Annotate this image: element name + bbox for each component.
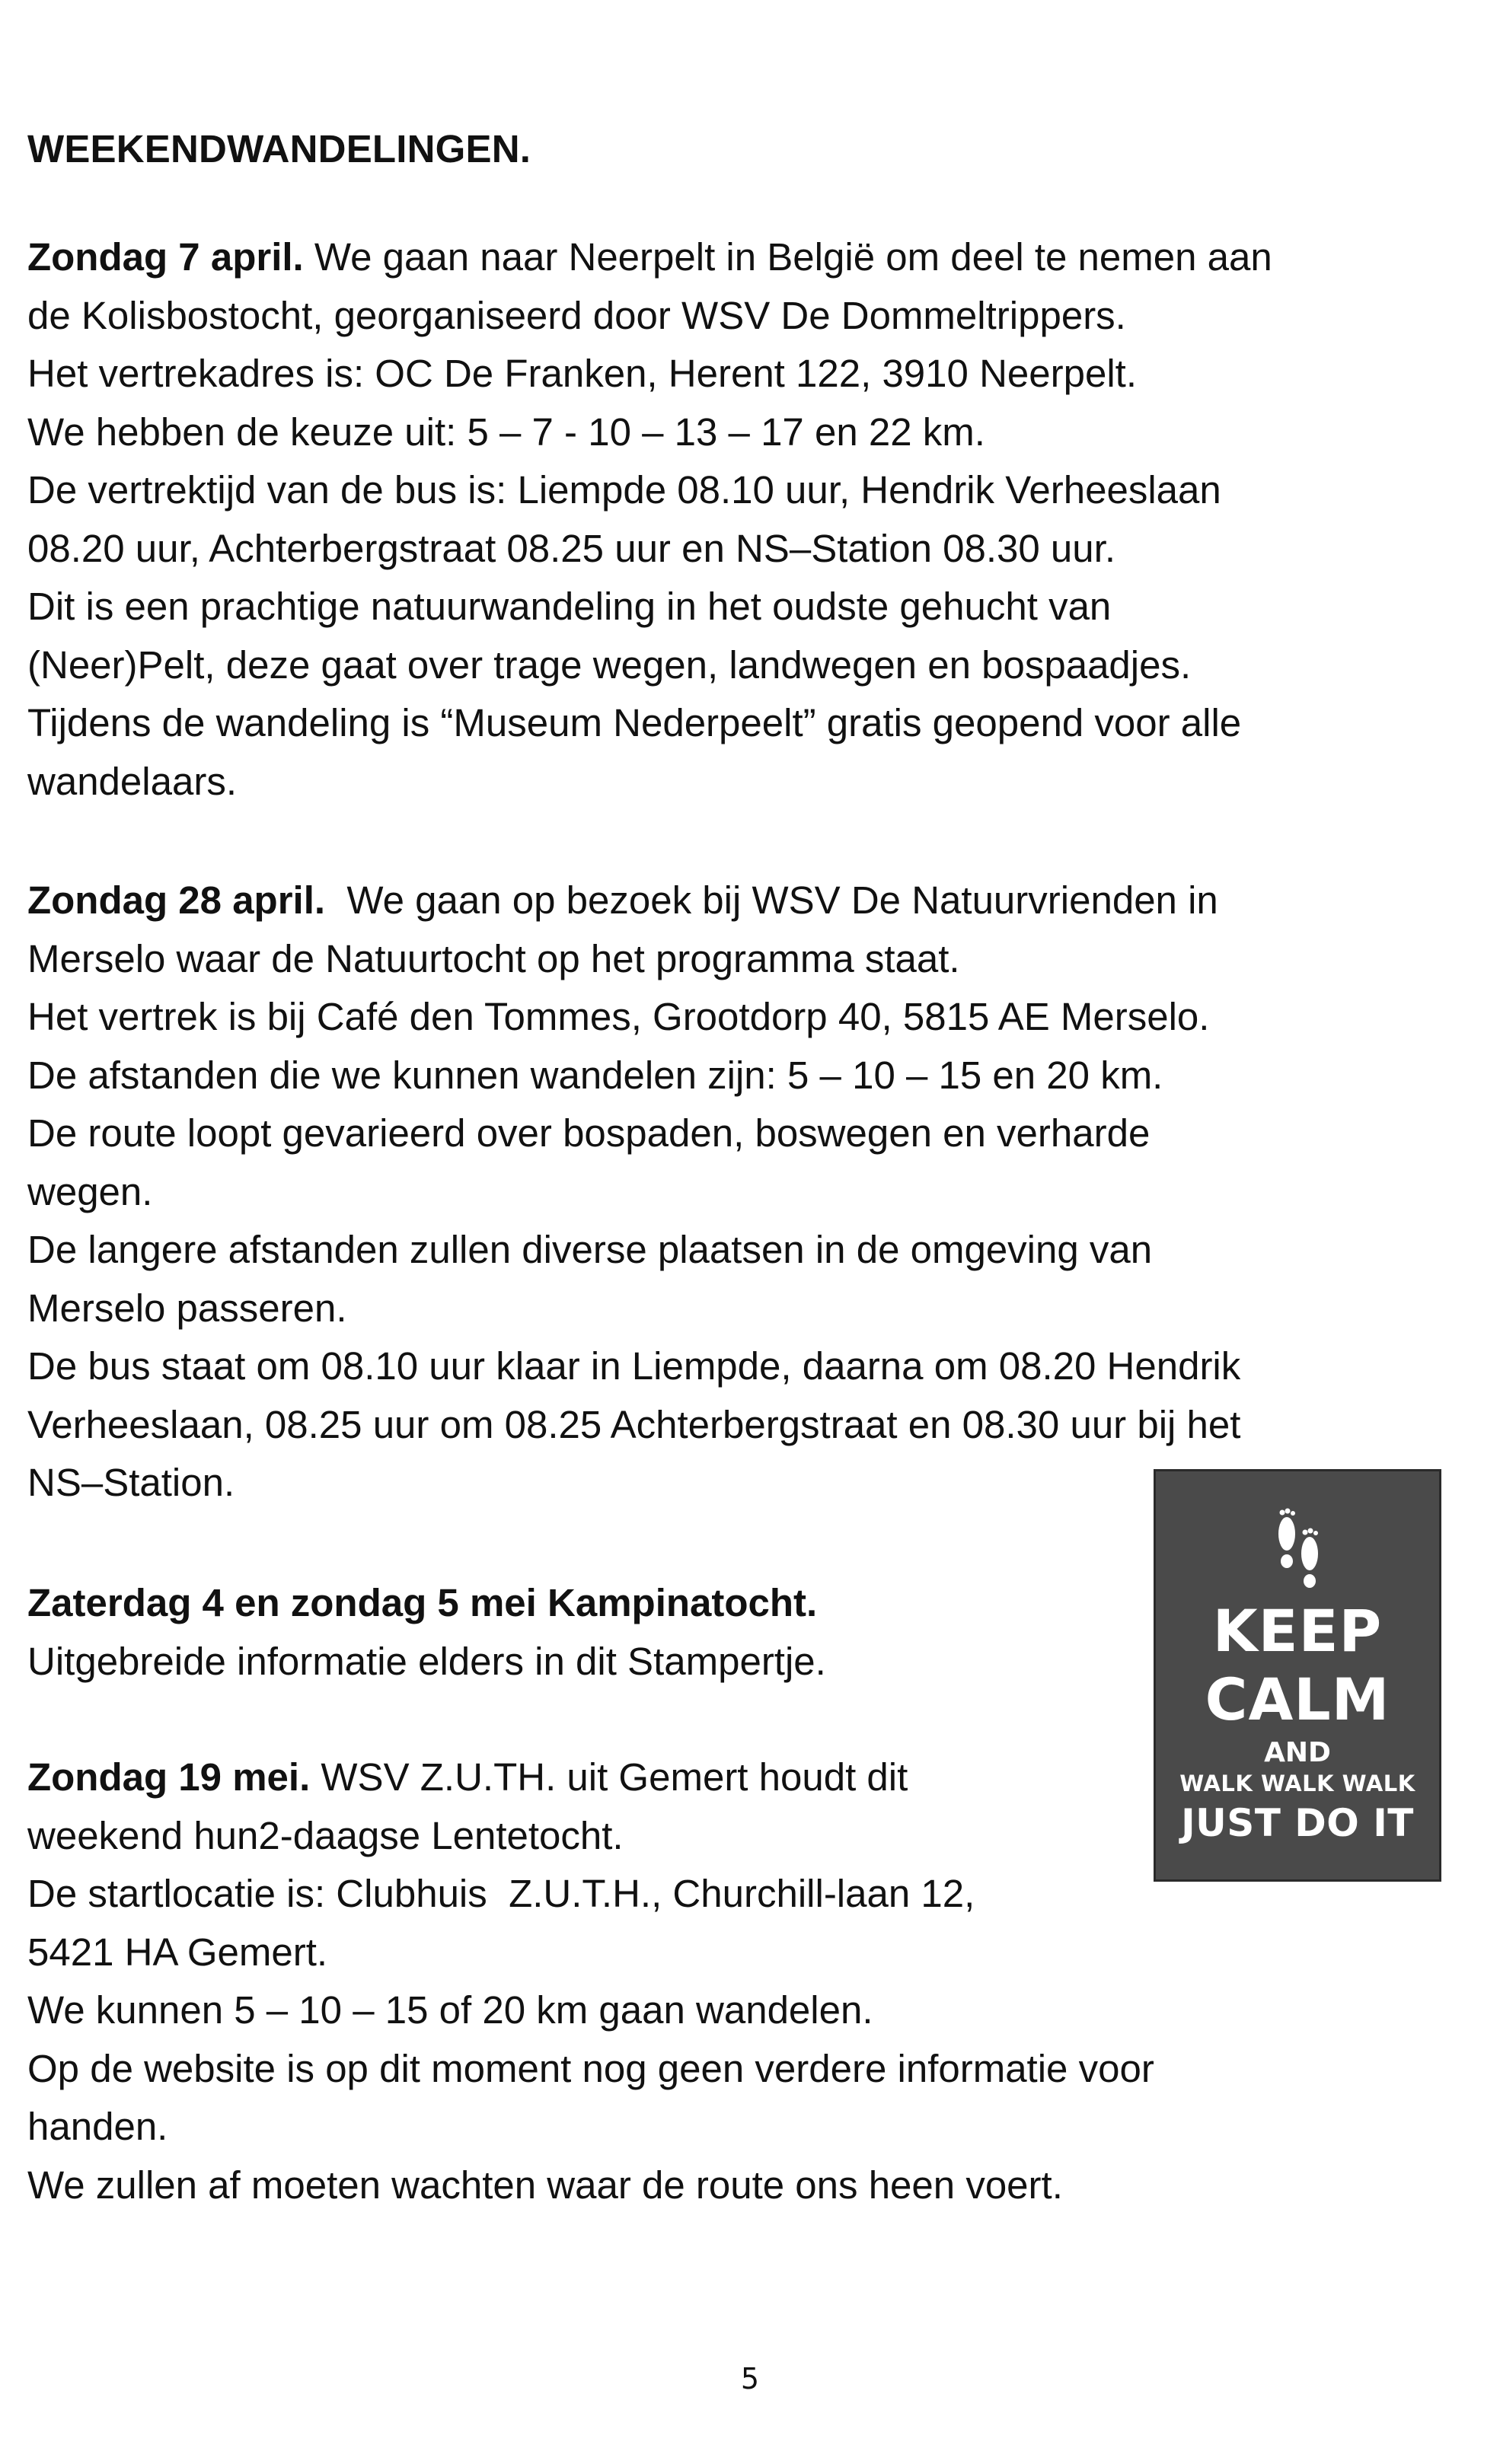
section-line [27,228,1474,287]
section-line: wandelaars. [27,759,237,803]
section-date: Zondag 19 mei. [27,1755,311,1799]
section-line: Verheeslaan, 08.25 uur om 08.25 Achterbergstraat en 08.30 uur bij het [27,1402,1241,1446]
poster-line-calm: CALM [1205,1666,1390,1733]
section-line: We hebben de keuze uit: 5 – 7 - 10 – 13 – 17 en 22 km. [27,410,985,454]
section-zondag-7-april [27,228,1474,811]
section-line: De vertrektijd van de bus is: Liempde 08.10 uur, Hendrik Verheeslaan [27,468,1221,512]
section-line: NS–Station. [27,1461,235,1504]
section-line: Op de website is op dit moment nog geen verdere informatie voor [27,2046,1154,2090]
section-line: De bus staat om 08.10 uur klaar in Liempde, daarna om 08.20 Hendrik [27,1344,1241,1388]
section-line: We kunnen 5 – 10 – 15 of 20 km gaan wandelen. [27,1988,873,2032]
section-line: weekend hun2-daagse Lentetocht. [27,1813,624,1857]
section-line: De langere afstanden zullen diverse plaatsen in de omgeving van [27,1228,1153,1271]
poster-line-walk: WALK WALK WALK [1179,1771,1415,1796]
keep-calm-poster [1154,1469,1441,1882]
section-line: Merselo passeren. [27,1286,347,1330]
page-number: 5 [740,2362,760,2395]
section-line: wegen. [27,1169,153,1213]
section-line-text: WSV Z.U.TH. uit Gemert houdt dit [310,1755,908,1799]
section-line: 5421 HA Gemert. [27,1930,328,1974]
section-date: Zaterdag 4 en zondag 5 mei Kampinatocht. [27,1581,818,1624]
section-line: Tijdens de wandeling is “Museum Nederpeelt” gratis geopend voor alle [27,701,1242,744]
section-line: de Kolisbostocht, georganiseerd door WSV De Dommeltrippers. [27,293,1126,337]
poster-line-just-do-it: JUST DO IT [1181,1801,1414,1845]
section-line: Merselo waar de Natuurtocht op het programma staat. [27,936,960,980]
section-line: De route loopt gevarieerd over bospaden, boswegen en verharde [27,1111,1151,1155]
section-line: Het vertrekadres is: OC De Franken, Herent 122, 3910 Neerpelt. [27,352,1138,395]
section-line: We zullen af moeten wachten waar de route ons heen voert. [27,2163,1063,2207]
section-line: De afstanden die we kunnen wandelen zijn: 5 – 10 – 15 en 20 km. [27,1053,1163,1097]
section-line: Het vertrek is bij Café den Tommes, Grootdorp 40, 5815 AE Merselo. [27,995,1210,1038]
section-date: Zondag 28 april. [27,878,326,922]
section-line-text: We gaan naar Neerpelt in België om deel te nemen aan [303,235,1272,279]
section-date: Zondag 7 april. [27,235,304,279]
section-zondag-28-april [27,872,1474,1513]
footprints-icon [1156,1508,1444,1592]
page-heading: WEEKENDWANDELINGEN. [27,127,531,171]
poster-line-keep: KEEP [1212,1597,1383,1665]
section-line [27,872,1474,930]
section-line: handen. [27,2105,168,2148]
poster-line-and: AND [1264,1737,1331,1768]
section-line: 08.20 uur, Achterbergstraat 08.25 uur en NS–Station 08.30 uur. [27,526,1115,570]
section-line: Uitgebreide informatie elders in dit Stampertje. [27,1639,826,1683]
section-line: (Neer)Pelt, deze gaat over trage wegen, landwegen en bospaadjes. [27,642,1192,687]
section-line: Dit is een prachtige natuurwandeling in het oudste gehucht van [27,585,1112,628]
section-line-text: We gaan op bezoek bij WSV De Natuurvrienden in [325,878,1218,922]
section-line: De startlocatie is: Clubhuis Z.U.T.H., Churchill-laan 12, [27,1872,975,1915]
